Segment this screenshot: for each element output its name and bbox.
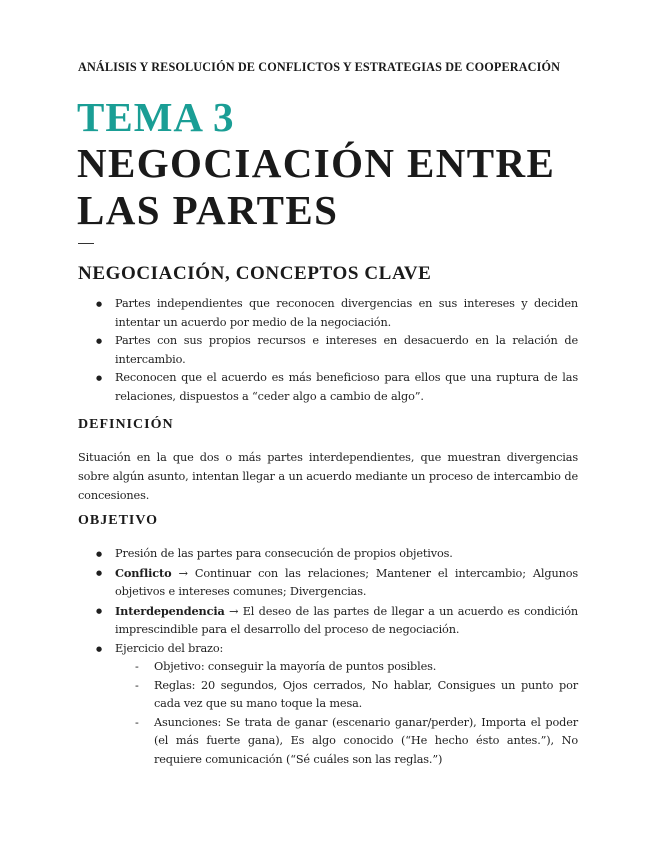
page-title-line-2: LAS PARTES [77, 187, 339, 233]
term-interdependencia: Interdependencia [115, 603, 225, 618]
ejercicio-label: Ejercicio del brazo: [115, 641, 224, 655]
list-item: ● Presión de las partes para consecución de propios objetivos. [78, 545, 578, 564]
divider [78, 243, 94, 244]
page-title-line-1: NEGOCIACIÓN ENTRE [77, 140, 556, 186]
term-conflicto: Conflicto [115, 565, 172, 580]
objetivo-list [78, 545, 578, 769]
topic-number: TEMA 3 [77, 94, 235, 140]
list-item [78, 602, 578, 640]
conflicto-description: → Continuar con las relaciones; Mantener el intercambio; Algunos objetivos e intereses comunes; Divergencias. [115, 566, 578, 598]
course-title: ANÁLISIS Y RESOLUCIÓN DE CONFLICTOS Y ESTRATEGIAS DE COOPERACIÓN [78, 60, 561, 74]
ejercicio-sublist [115, 658, 578, 769]
sub-list-item: - Reglas: 20 segundos, Ojos cerrados, No hablar, Consigues un punto por cada vez que su mano toque la mesa. [115, 677, 578, 714]
definicion-text: Situación en la que dos o más partes interdependientes, que muestran divergencias sobre algún asunto, intentan llegar a un acuerdo mediante un proceso de intercambio de concesiones. [78, 451, 578, 502]
page-title [77, 140, 555, 234]
list-item [78, 640, 578, 770]
conceptos-list [78, 295, 578, 406]
section-heading-definicion: DEFINICIÓN [78, 417, 174, 432]
list-item: ● Reconocen que el acuerdo es más beneficioso para ellos que una ruptura de las relaciones, dispuestos a “ceder algo a cambio de algo”. [78, 369, 578, 406]
sub-list-item: - Objetivo: conseguir la mayoría de puntos posibles. [115, 658, 578, 677]
interdependencia-description: → El deseo de las partes de llegar a un acuerdo es condición imprescindible para el desarrollo del proceso de negociación. [115, 604, 578, 636]
section-heading-objetivo: OBJETIVO [78, 513, 159, 528]
list-item: ● Partes con sus propios recursos e intereses en desacuerdo en la relación de intercambio. [78, 332, 578, 369]
sub-list-item: - Asunciones: Se trata de ganar (escenario ganar/perder), Importa el poder (el más fuerte gana), Es algo conocido (“He hecho ésto antes.”), No requiere comunicación (“Sé cuáles son las reglas.”) [115, 714, 578, 770]
list-item [78, 564, 578, 602]
section-heading-conceptos: NEGOCIACIÓN, CONCEPTOS CLAVE [78, 263, 432, 284]
list-item: ● Partes independientes que reconocen divergencias en sus intereses y deciden intentar un acuerdo por medio de la negociación. [78, 295, 578, 332]
